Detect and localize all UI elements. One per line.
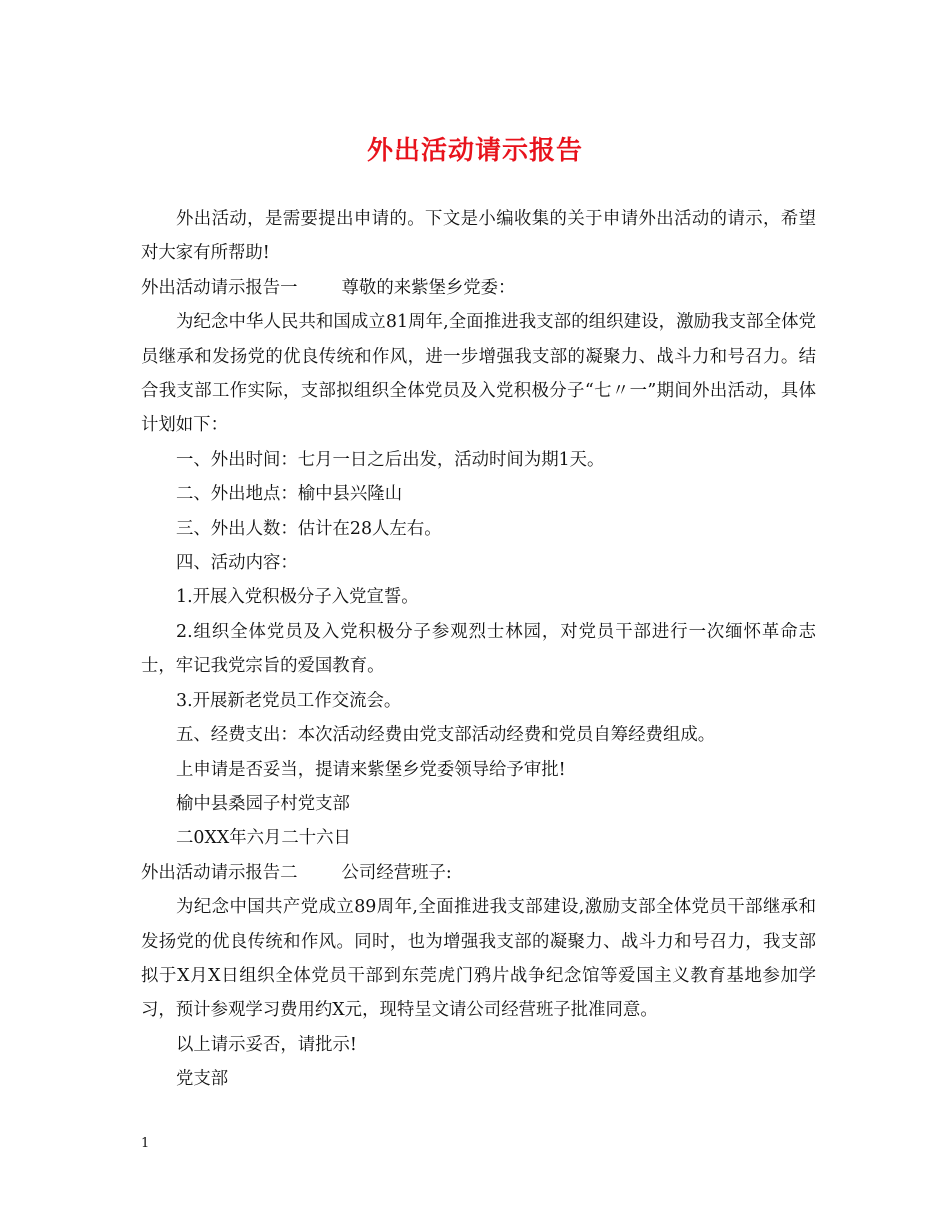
report-one-item: 1.开展入党积极分子入党宣誓。 (176, 587, 419, 608)
report-two-closing: 以上请示妥否，请批示! (176, 1034, 357, 1055)
report-one-signature: 榆中县桑园子村党支部 (176, 793, 350, 814)
report-two-body: 为纪念中国共产党成立89周年,全面推进我支部建设,激励支部全体党员干部继承和发扬党的优良传统和作风。同时，也为增强我支部的凝聚力、战斗力和号召力，我支部拟于X月X日组织全体党员干部到东莞虎门鸦片战争纪念馆等爱国主义教育基地参加学习，预计参观学习费用约X元，现特呈文请公司经营班子批准同意。 (141, 897, 816, 1021)
report-one-item: 3.开展新老党员工作交流会。 (176, 690, 402, 711)
report-one-heading-line (141, 271, 816, 305)
report-one-date: 二0XX年六月二十六日 (176, 828, 351, 849)
report-one-item: 一、外出时间：七月一日之后出发，活动时间为期1天。 (176, 449, 605, 470)
document-title: 外出活动请示报告 (366, 136, 583, 166)
report-one-item: 二、外出地点：榆中县兴隆山 (176, 484, 403, 505)
report-one-item: 2.组织全体党员及入党积极分子参观烈士林园，对党员干部进行一次缅怀革命志士，牢记我党宗旨的爱国教育。 (141, 621, 816, 677)
document-body (141, 202, 816, 1097)
report-two-salutation: 公司经营班子: (341, 862, 452, 883)
intro-paragraph: 外出活动，是需要提出申请的。下文是小编收集的关于申请外出活动的请示，希望对大家有所帮助! (141, 209, 816, 264)
report-two-heading: 外出活动请示报告二 (141, 862, 298, 883)
report-one-salutation: 尊敬的来紫堡乡党委： (341, 277, 516, 298)
report-one-item: 五、经费支出：本次活动经费由党支部活动经费和党员自筹经费组成。 (176, 725, 716, 746)
report-two-signature: 党支部 (176, 1069, 229, 1090)
report-one-item: 四、活动内容： (176, 553, 298, 574)
report-one-heading: 外出活动请示报告一 (141, 277, 298, 298)
page-number: 1 (141, 1136, 150, 1151)
report-one-item: 上申请是否妥当，提请来紫堡乡党委领导给予审批! (176, 759, 566, 780)
report-two-heading-line (141, 856, 816, 890)
report-one-item: 三、外出人数：估计在28人左右。 (176, 518, 442, 539)
report-one-body: 为纪念中华人民共和国成立81周年,全面推进我支部的组织建设，激励我支部全体党员继承和发扬党的优良传统和作风，进一步增强我支部的凝聚力、战斗力和号召力。结合我支部工作实际，支部拟组织全体党员及入党积极分子“七〃一”期间外出活动，具体计划如下： (141, 312, 816, 436)
